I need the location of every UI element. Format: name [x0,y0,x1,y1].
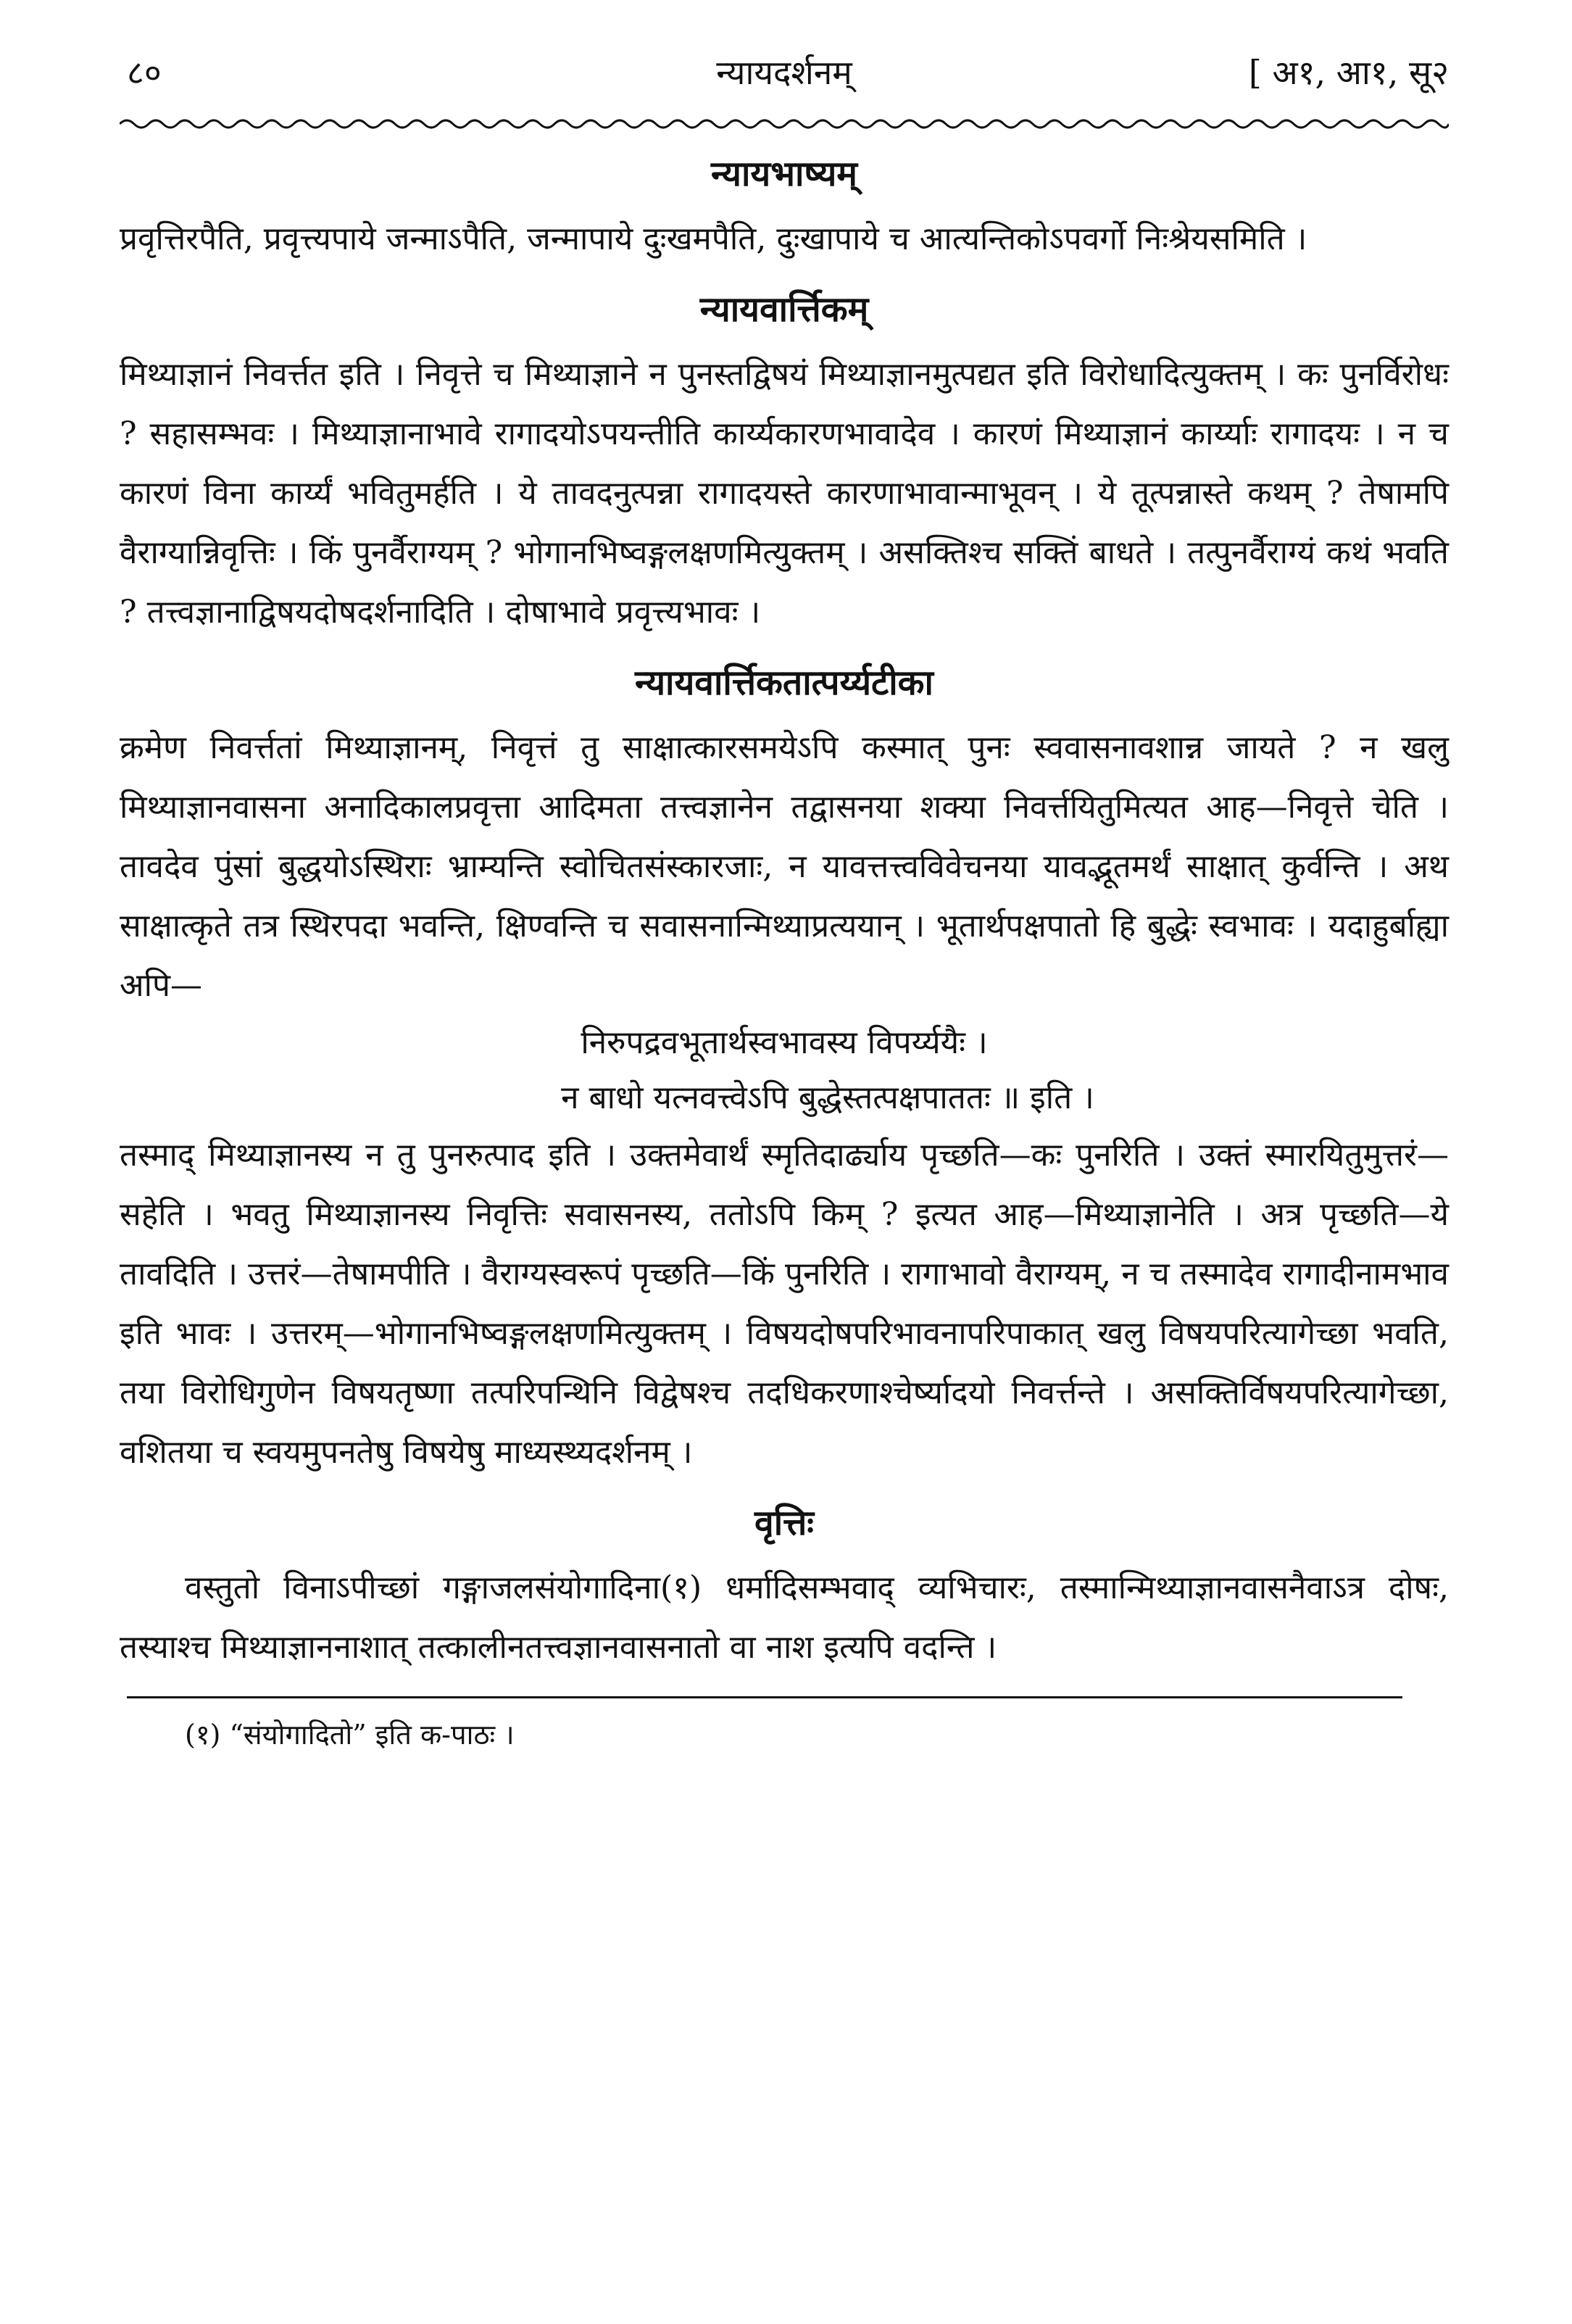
footnote-divider [127,1696,1402,1698]
vartika-text: मिथ्याज्ञानं निवर्त्तत इति । निवृत्ते च मिथ्याज्ञाने न पुनस्तद्विषयं मिथ्याज्ञानमुत्पद्यत इति विरोधादित्युक्तम् । कः पुनर्विरोधः ? सहासम्भवः । मिथ्याज्ञानाभावे रागादयोऽपयन्तीति कार्य्यकारणभावादेव । कारणं मिथ्याज्ञानं कार्य्याः रागादयः । न च कारणं विना कार्य्यं भवितुमर्हति । ये तावदनुत्पन्ना रागादयस्ते कारणाभावान्माभूवन् । ये तूत्पन्नास्ते कथम् ? तेषामपि वैराग्यान्निवृत्तिः । किं पुनर्वैराग्यम् ? भोगानभिष्वङ्गलक्षणमित्युक्तम् । असक्तिश्च सक्तिं बाधते । तत्पुनर्वैराग्यं कथं भवति ? तत्त्वज्ञानाद्विषयदोषदर्शनादिति । दोषाभावे प्रवृत्त्यभावः । [120,356,1449,631]
bhashya-text: प्रवृत्तिरपैति, प्रवृत्त्यपाये जन्माऽपैति, जन्मापाये दुःखमपैति, दुःखापाये च आत्यन्तिकोऽपवर्गो निःश्रेयसमिति । [120,220,1307,257]
tika-text-2: तस्माद् मिथ्याज्ञानस्य न तु पुनरुत्पाद इति । उक्तमेवार्थं स्मृतिदार्ढ्याय पृच्छति—कः पुनरिति । उक्तं स्मारयितुमुत्तरं—सहेति । भवतु मिथ्याज्ञानस्य निवृत्तिः सवासनस्य, ततोऽपि किम् ? इत्यत आह—मिथ्याज्ञानेति । अत्र पृच्छति—ये तावदिति । उत्तरं—तेषामपीति । वैराग्यस्वरूपं पृच्छति—किं पुनरिति । रागाभावो वैराग्यम्, न च तस्मादेव रागादीनामभाव इति भावः । उत्तरम्—भोगानभिष्वङ्गलक्षणमित्युक्तम् । विषयदोषपरिभावनापरिपाकात् खलु विषयपरित्यागेच्छा भवति, तया विरोधिगुणेन विषयतृष्णा तत्परिपन्थिनि विद्वेषश्च तदधिकरणाश्चेर्ष्यादयो निवर्त्तन्ते । असक्तिर्विषयपरित्यागेच्छा, वशितया च स्वयमुपनतेषु विषयेषु माध्यस्थ्यदर्शनम् । [120,1137,1449,1471]
bhashya-section [120,149,1449,269]
vritti-heading: वृत्तिः [754,1503,814,1543]
vartika-heading: न्यायवार्त्तिकम् [699,289,869,330]
wavy-divider [120,115,1449,133]
running-title: न्यायदर्शनम् [716,53,852,92]
bhashya-heading: न्यायभाष्यम् [710,154,858,194]
page-header [120,43,1449,101]
tika-heading: न्यायवार्त्तिकतात्पर्य्यटीका [635,663,933,703]
page-number: ८० [127,53,162,92]
footnote: (१) “संयोगादितो” इति क-पाठः । [185,1719,515,1751]
vritti-text: वस्तुतो विनाऽपीच्छां गङ्गाजलसंयोगादिना(१) धर्मादिसम्भवाद् व्यभिचारः, तस्मान्मिथ्याज्ञानवासनैवाऽत्र दोषः, तस्याश्च मिथ्याज्ञाननाशात् तत्कालीनतत्त्वज्ञानवासनातो वा नाश इत्यपि वदन्ति । [120,1569,1449,1666]
section-reference: [ अ१, आ१, सू२ [1248,53,1449,92]
vritti-section [120,1498,1449,1677]
vartika-section [120,285,1449,642]
tika-text-1: क्रमेण निवर्त्ततां मिथ्याज्ञानम्, निवृत्तं तु साक्षात्कारसमयेऽपि कस्मात् पुनः स्ववासनावशान्न जायते ? न खलु मिथ्याज्ञानवासना अनादिकालप्रवृत्ता आदिमता तत्त्वज्ञानेन तद्वासनया शक्या निवर्त्तयितुमित्यत आह—निवृत्ते चेति । तावदेव पुंसां बुद्धयोऽस्थिराः भ्राम्यन्ति स्वोचितसंस्कारजाः, न यावत्तत्त्वविवेचनया यावद्भूतमर्थं साक्षात् कुर्वन्ति । अथ साक्षात्कृते तत्र स्थिरपदा भवन्ति, क्षिण्वन्ति च सवासनान्मिथ्याप्रत्ययान् । भूतार्थपक्षपातो हि बुद्धेः स्वभावः । यदाहुर्बाह्या अपि— [120,729,1449,1004]
tika-verse-line-1: निरुपद्रवभूतार्थस्वभावस्य विपर्य्ययैः । [581,1024,988,1061]
tika-section [120,658,1449,1482]
tika-verse-line-2: न बाधो यत्नवत्त्वेऽपि बुद्धेस्तत्पक्षपाततः ॥ इति । [561,1079,1094,1116]
